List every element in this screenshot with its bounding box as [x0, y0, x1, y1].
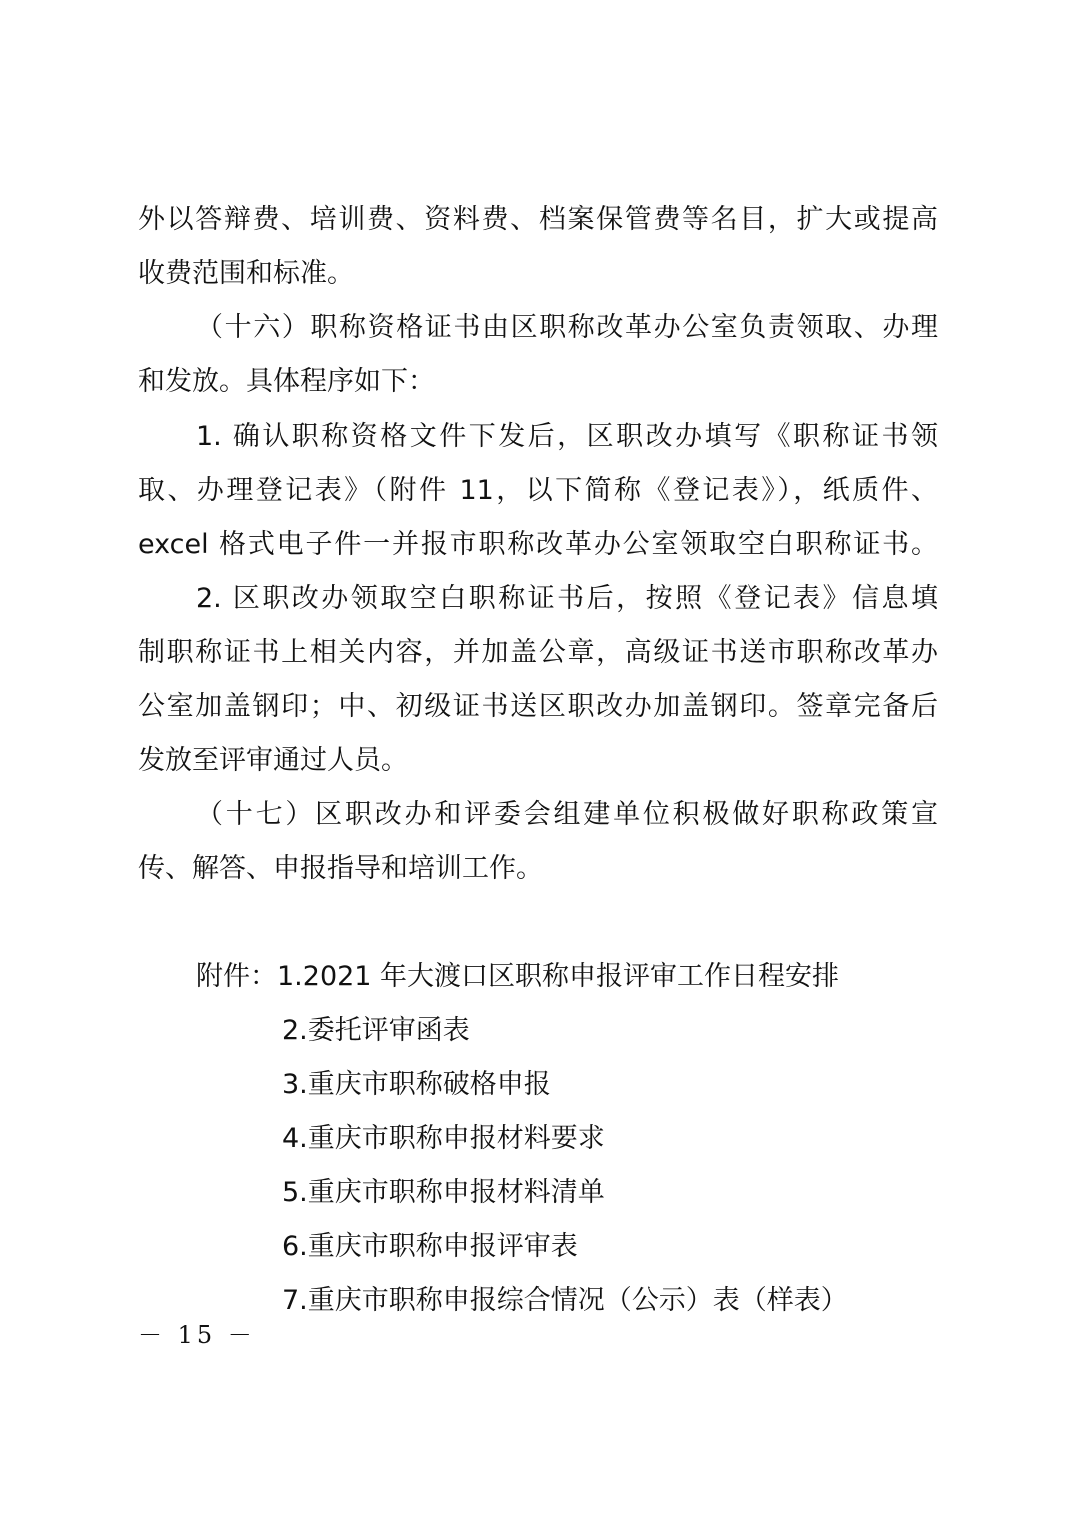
attachment-item-1: 1.2021 年大渡口区职称申报评审工作日程安排	[277, 961, 840, 992]
paragraph-fees-line-2: 收费范围和标准。	[138, 258, 354, 289]
step-1-line-1: 1. 确认职称资格文件下发后，区职改办填写《职称证书领	[196, 421, 938, 452]
paragraph-17-line-1: （十七）区职改办和评委会组建单位积极做好职称政策宣	[196, 799, 938, 830]
attachment-item-3: 3.重庆市职称破格申报	[282, 1069, 551, 1100]
paragraph-16-line-1: （十六）职称资格证书由区职称改革办公室负责领取、办理	[196, 312, 938, 343]
step-2-line-1: 2. 区职改办领取空白职称证书后，按照《登记表》信息填	[196, 583, 938, 614]
step-2-line-4: 发放至评审通过人员。	[138, 745, 408, 776]
step-1-line-2: 取、办理登记表》（附件 11，以下简称《登记表》），纸质件、	[138, 475, 938, 506]
attachments-first-row	[196, 957, 956, 997]
attachment-item-4: 4.重庆市职称申报材料要求	[282, 1123, 605, 1154]
paragraph-17-line-2: 传、解答、申报指导和培训工作。	[138, 853, 543, 884]
attachment-item-5: 5.重庆市职称申报材料清单	[282, 1177, 605, 1208]
step-2-line-2: 制职称证书上相关内容，并加盖公章，高级证书送市职称改革办	[138, 637, 938, 668]
step-2-line-3: 公室加盖钢印；中、初级证书送区职改办加盖钢印。签章完备后	[138, 691, 938, 722]
attachment-item-7: 7.重庆市职称申报综合情况（公示）表（样表）	[282, 1285, 848, 1316]
attachment-item-6: 6.重庆市职称申报评审表	[282, 1231, 578, 1262]
paragraph-fees-line-1: 外以答辩费、培训费、资料费、档案保管费等名目，扩大或提高	[138, 204, 938, 235]
page-number: － 15 －	[138, 1321, 256, 1349]
step-1-line-3: excel 格式电子件一并报市职称改革办公室领取空白职称证书。	[138, 529, 938, 560]
paragraph-16-line-2: 和发放。具体程序如下：	[138, 366, 435, 397]
attachments-label: 附件：	[196, 961, 277, 992]
attachment-item-2: 2.委托评审函表	[282, 1015, 470, 1046]
